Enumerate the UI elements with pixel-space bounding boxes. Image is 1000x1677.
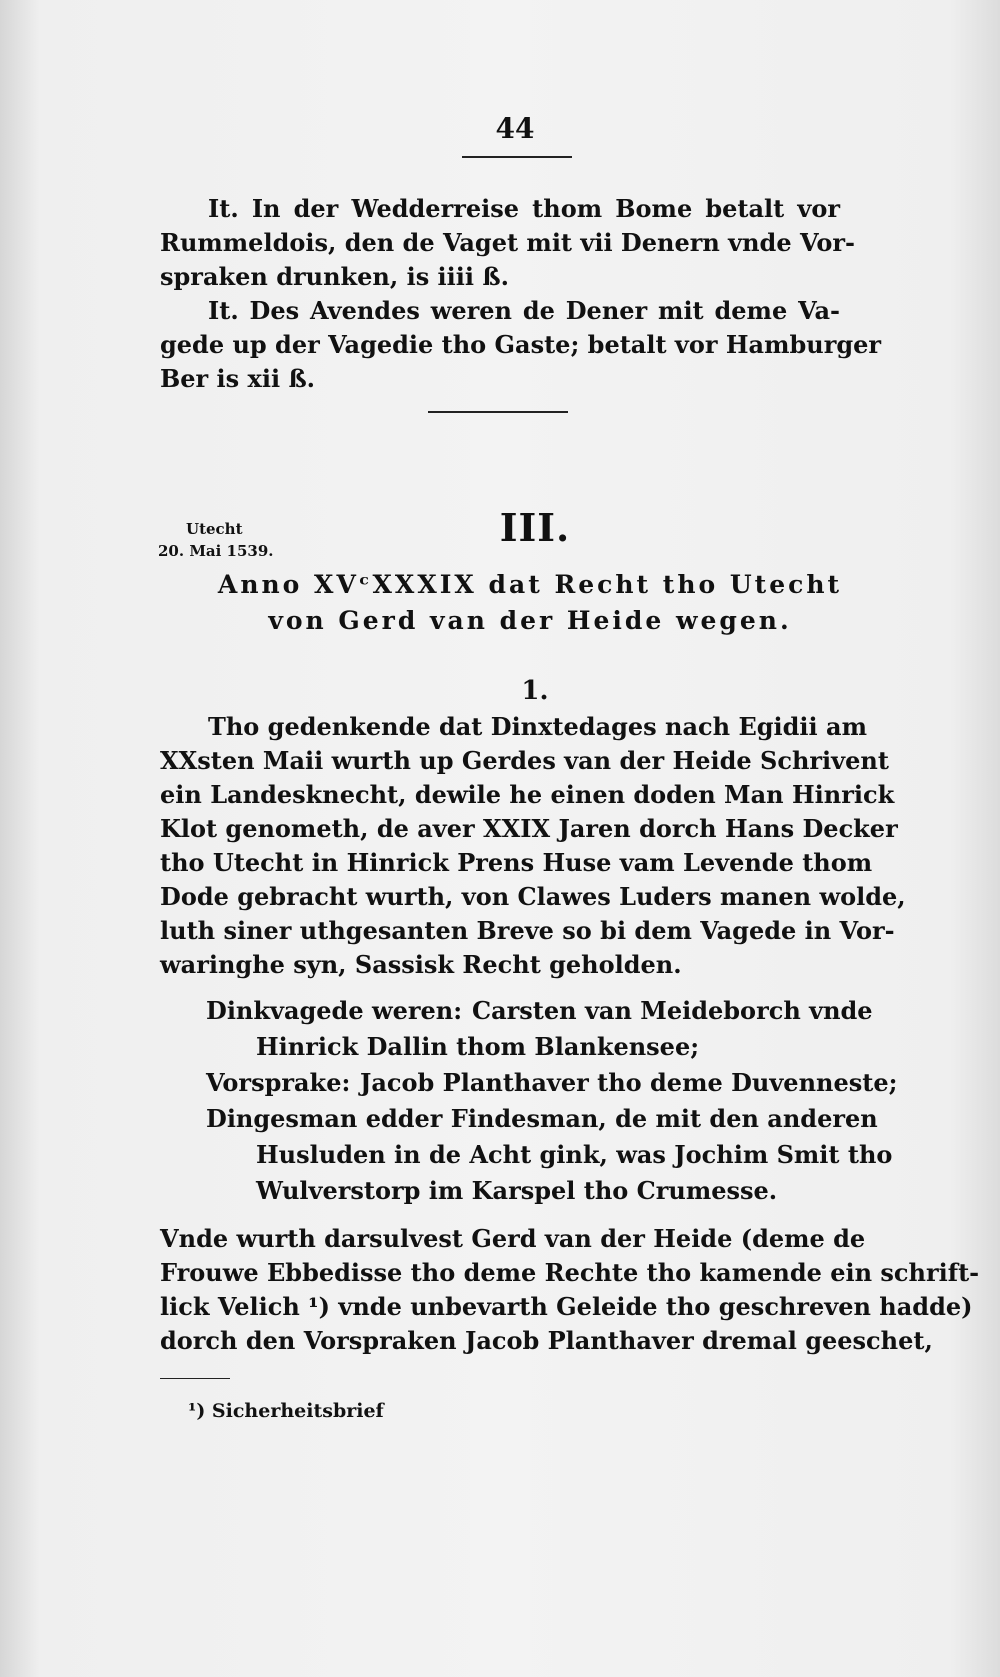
dingesman-line: Wulverstorp im Karspel tho Crumesse. [256, 1176, 778, 1205]
text-line: Vnde wurth darsulvest Gerd van der Heide (deme de [160, 1224, 866, 1253]
text-line: dorch den Vorspraken Jacob Planthaver dremal geeschet, [160, 1326, 933, 1355]
margin-note-date: 20. Mai 1539. [158, 542, 274, 560]
text-line: waringhe syn, Sassisk Recht geholden. [160, 950, 682, 979]
section-rule [428, 411, 568, 413]
dinkvagede-label: Dinkvagede weren: [206, 996, 463, 1025]
text-line: gede up der Vagedie tho Gaste; betalt vor Hamburger [160, 330, 882, 359]
text-line: tho Utecht in Hinrick Prens Huse vam Levende thom [160, 848, 873, 877]
text-line: lick Velich ¹) vnde unbevarth Geleide tho geschreven hadde) [160, 1292, 973, 1321]
subsection-number: 1. [521, 676, 549, 706]
text-line: ein Landesknecht, dewile he einen doden Man Hinrick [160, 780, 895, 809]
footnote-rule [160, 1378, 230, 1379]
vorsprake-name: Jacob Planthaver tho deme Duvenneste; [360, 1068, 898, 1097]
margin-note-place: Utecht [186, 520, 243, 538]
dinkvagede-names: Carsten van Meideborch vnde [472, 996, 873, 1025]
footnote: ¹) Sicherheitsbrief [188, 1400, 384, 1422]
text-line: Dode gebracht wurth, von Clawes Luders manen wolde, [160, 882, 906, 911]
section-number: III. [499, 505, 571, 550]
vorsprake-label: Vorsprake: [206, 1068, 351, 1097]
header-rule [462, 156, 572, 158]
text-line: Klot genometh, de aver XXIX Jaren dorch Hans Decker [160, 814, 898, 843]
text-line: XXsten Maii wurth up Gerdes van der Heide Schrivent [160, 746, 889, 775]
text-line: It. Des Avendes weren de Dener mit deme Va- [208, 296, 840, 325]
section-heading: von Gerd van der Heide wegen. [268, 606, 792, 635]
text-line: Ber is xii ß. [160, 364, 316, 393]
text-line: It. In der Wedderreise thom Bome betalt vor [208, 194, 840, 223]
dinkvagede-names: Hinrick Dallin thom Blankensee; [256, 1032, 700, 1061]
text-line: Rummeldois, den de Vaget mit vii Denern vnde Vor- [160, 228, 855, 257]
dingesman-line: Dingesman edder Findesman, de mit den anderen [206, 1104, 878, 1133]
dingesman-line: Husluden in de Acht gink, was Jochim Smit tho [256, 1140, 893, 1169]
text-line: luth siner uthgesanten Breve so bi dem Vagede in Vor- [160, 916, 895, 945]
text-line: spraken drunken, is iiii ß. [160, 262, 509, 291]
page-number: 44 [495, 112, 535, 145]
text-line: Frouwe Ebbedisse tho deme Rechte tho kamende ein schrift- [160, 1258, 980, 1287]
section-heading: Anno XVᶜXXXIX dat Recht tho Utecht [217, 570, 843, 599]
text-line: Tho gedenkende dat Dinxtedages nach Egidii am [208, 712, 867, 741]
